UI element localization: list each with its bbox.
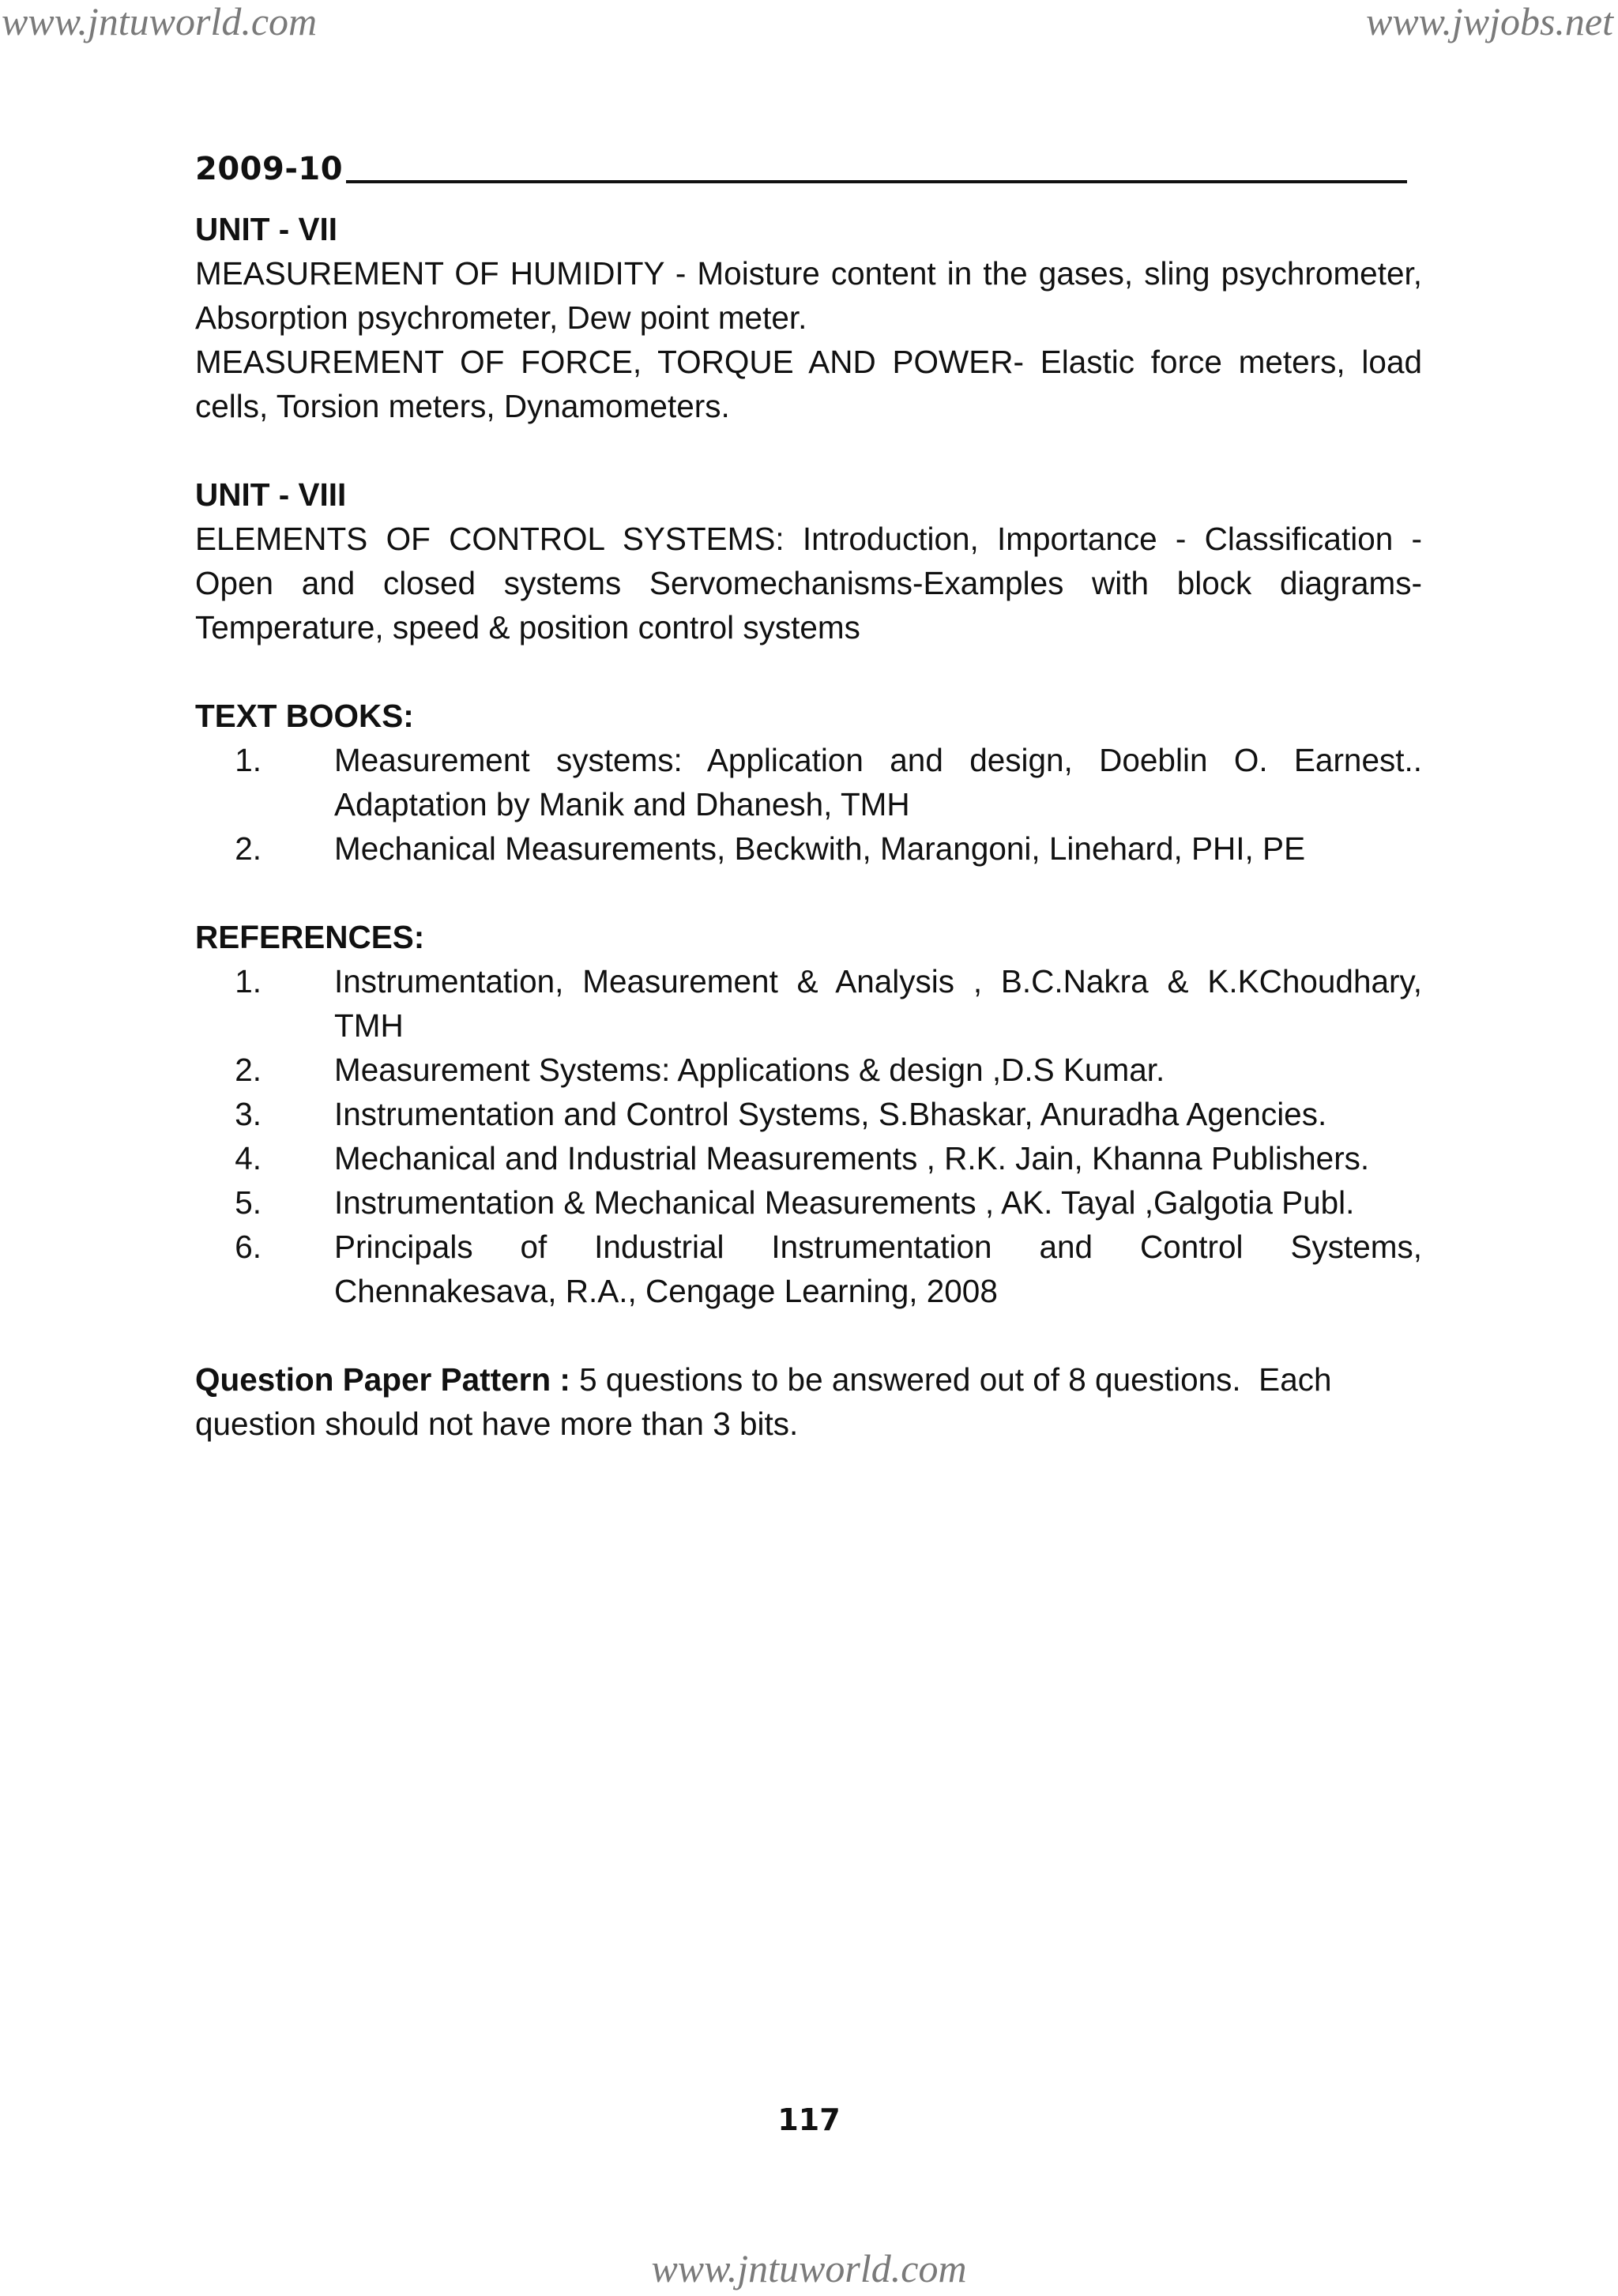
unit-8-section: [195, 472, 1422, 649]
list-text: Instrumentation, Measurement & Analysis , B.C.Nakra & K.KChoudhary, TMH: [334, 963, 1422, 1044]
list-item: [195, 738, 1422, 826]
header-rule: [346, 180, 1407, 183]
unit-8-heading: UNIT - VIII: [195, 476, 347, 513]
list-item: [195, 1092, 1422, 1136]
watermark-top-right: www.jwjobs.net: [1365, 0, 1613, 43]
references-section: [195, 915, 1422, 1313]
list-item: [195, 959, 1422, 1048]
page-number: 117: [777, 2102, 841, 2137]
unit-7-section: [195, 207, 1422, 428]
textbooks-heading: TEXT BOOKS:: [195, 698, 414, 734]
list-number: 1.: [235, 963, 262, 999]
list-item: [195, 1180, 1422, 1225]
qpp-text-1: 5 questions to be answered out of 8 questions. Each: [570, 1361, 1332, 1398]
list-text: Measurement Systems: Applications & design ,D.S Kumar.: [334, 1052, 1165, 1088]
list-number: 2.: [235, 1052, 262, 1088]
list-number: 4.: [235, 1140, 262, 1176]
list-number: 2.: [235, 830, 262, 867]
list-text: Mechanical Measurements, Beckwith, Marangoni, Linehard, PHI, PE: [334, 830, 1306, 867]
list-text: Instrumentation & Mechanical Measurements , AK. Tayal ,Galgotia Publ.: [334, 1184, 1355, 1221]
qpp-line-1: [195, 1357, 1422, 1402]
references-heading: REFERENCES:: [195, 919, 425, 955]
qpp-label: Question Paper Pattern :: [195, 1361, 570, 1398]
question-paper-pattern: [195, 1357, 1422, 1446]
list-item: [195, 1048, 1422, 1092]
watermark-bottom: www.jntuworld.com: [651, 2246, 967, 2290]
list-text: Measurement systems: Application and design, Doeblin O. Earnest.. Adaptation by Manik and Dhanesh, TMH: [334, 742, 1422, 822]
unit-7-heading: UNIT - VII: [195, 211, 337, 247]
list-text: Instrumentation and Control Systems, S.Bhaskar, Anuradha Agencies.: [334, 1096, 1327, 1132]
textbooks-section: [195, 694, 1422, 871]
unit-7-force-paragraph: MEASUREMENT OF FORCE, TORQUE AND POWER- Elastic force meters, load cells, Torsion meters, Dynamometers.: [195, 344, 1422, 424]
list-text: Principals of Industrial Instrumentation and Control Systems, Chennakesava, R.A., Cengage Learning, 2008: [334, 1229, 1422, 1309]
qpp-line-2: question should not have more than 3 bits.: [195, 1406, 799, 1442]
list-item: [195, 826, 1422, 871]
page-content: [195, 134, 1422, 1446]
list-number: 3.: [235, 1096, 262, 1132]
list-text: Mechanical and Industrial Measurements , R.K. Jain, Khanna Publishers.: [334, 1140, 1370, 1176]
year-label: 2009-10: [195, 151, 344, 187]
textbooks-list: [195, 738, 1422, 871]
unit-7-humidity-paragraph: MEASUREMENT OF HUMIDITY - Moisture content in the gases, sling psychrometer, Absorption psychrometer, Dew point meter.: [195, 255, 1422, 336]
year-header: [195, 134, 1422, 185]
list-number: 5.: [235, 1184, 262, 1221]
list-number: 1.: [235, 742, 262, 778]
list-item: [195, 1136, 1422, 1180]
watermark-top-left: www.jntuworld.com: [2, 0, 318, 43]
list-number: 6.: [235, 1229, 262, 1265]
references-list: [195, 959, 1422, 1313]
unit-8-paragraph: ELEMENTS OF CONTROL SYSTEMS: Introduction, Importance - Classification - Open and closed systems Servomechanisms-Examples with block diagrams-Temperature, speed & position control systems: [195, 521, 1422, 646]
list-item: [195, 1225, 1422, 1313]
